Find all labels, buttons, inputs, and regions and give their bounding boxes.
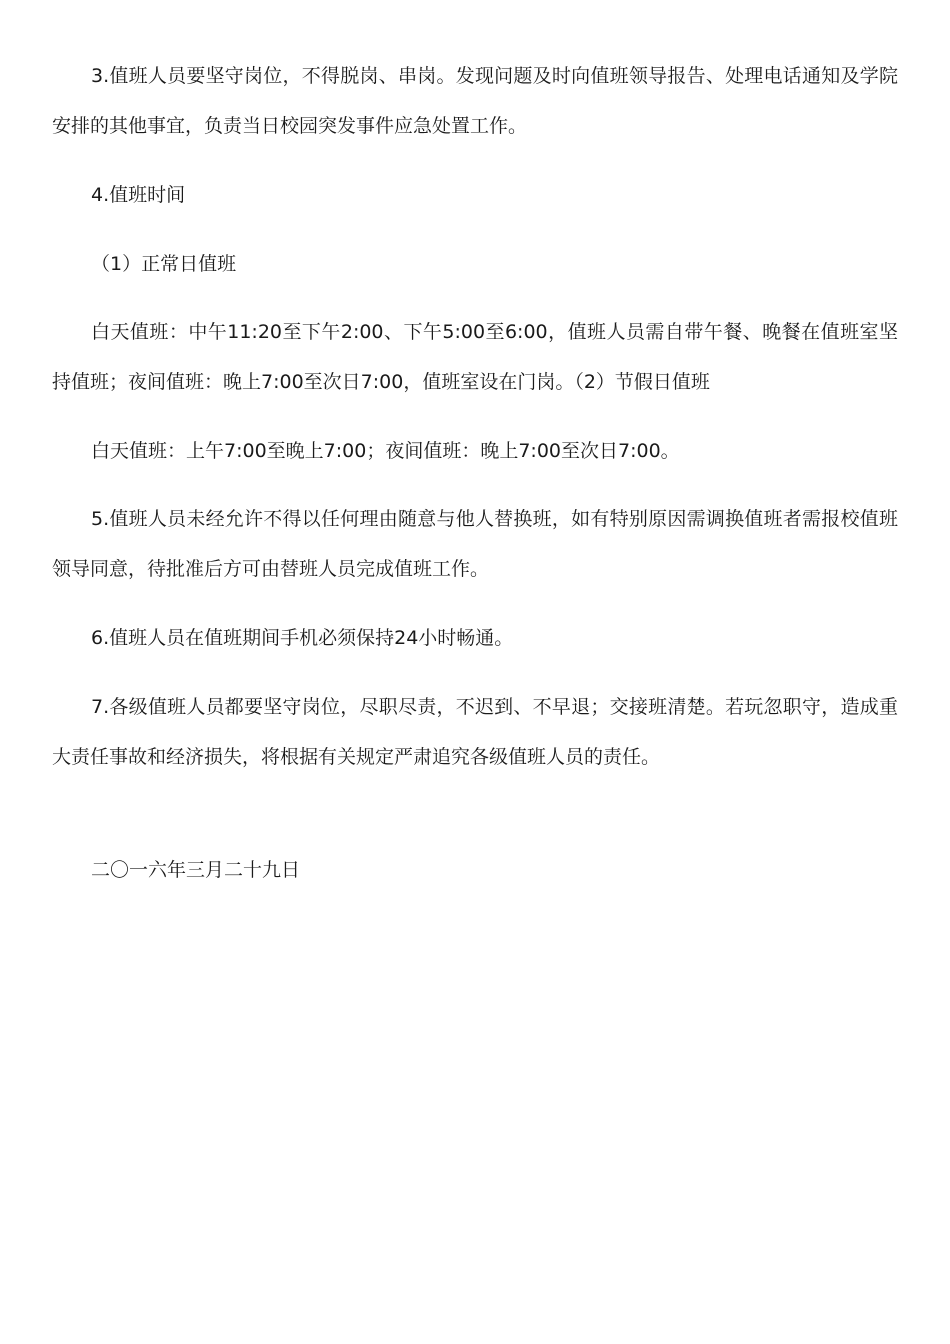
document-date: 二〇一六年三月二十九日 [91,859,301,881]
paragraph-substitution-rule: 5.值班人员未经允许不得以任何理由随意与他人替换班，如有特别原因需调换值班者需报校值班领导同意，待批准后方可由替班人员完成值班工作。 [52,508,898,580]
paragraph-normal-day-schedule: 白天值班：中午11:20至下午2:00、下午5:00至6:00，值班人员需自带午餐、晚餐在值班室坚持值班；夜间值班：晚上7:00至次日7:00，值班室设在门岗。（2）节假日值班 [52,321,898,393]
paragraph-responsibility-rule: 7.各级值班人员都要坚守岗位，尽职尽责，不迟到、不早退；交接班清楚。若玩忽职守，造成重大责任事故和经济损失，将根据有关规定严肃追究各级值班人员的责任。 [52,696,898,768]
paragraph-duty-time-heading: 4.值班时间 [91,184,186,206]
paragraph-duty-rules: 3.值班人员要坚守岗位，不得脱岗、串岗。发现问题及时向值班领导报告、处理电话通知及学院安排的其他事宜，负责当日校园突发事件应急处置工作。 [52,65,898,137]
paragraph-holiday-schedule: 白天值班：上午7:00至晚上7:00；夜间值班：晚上7:00至次日7:00。 [91,440,680,462]
paragraph-normal-day-heading: （1）正常日值班 [91,253,237,275]
paragraph-phone-rule: 6.值班人员在值班期间手机必须保持24小时畅通。 [91,627,514,649]
